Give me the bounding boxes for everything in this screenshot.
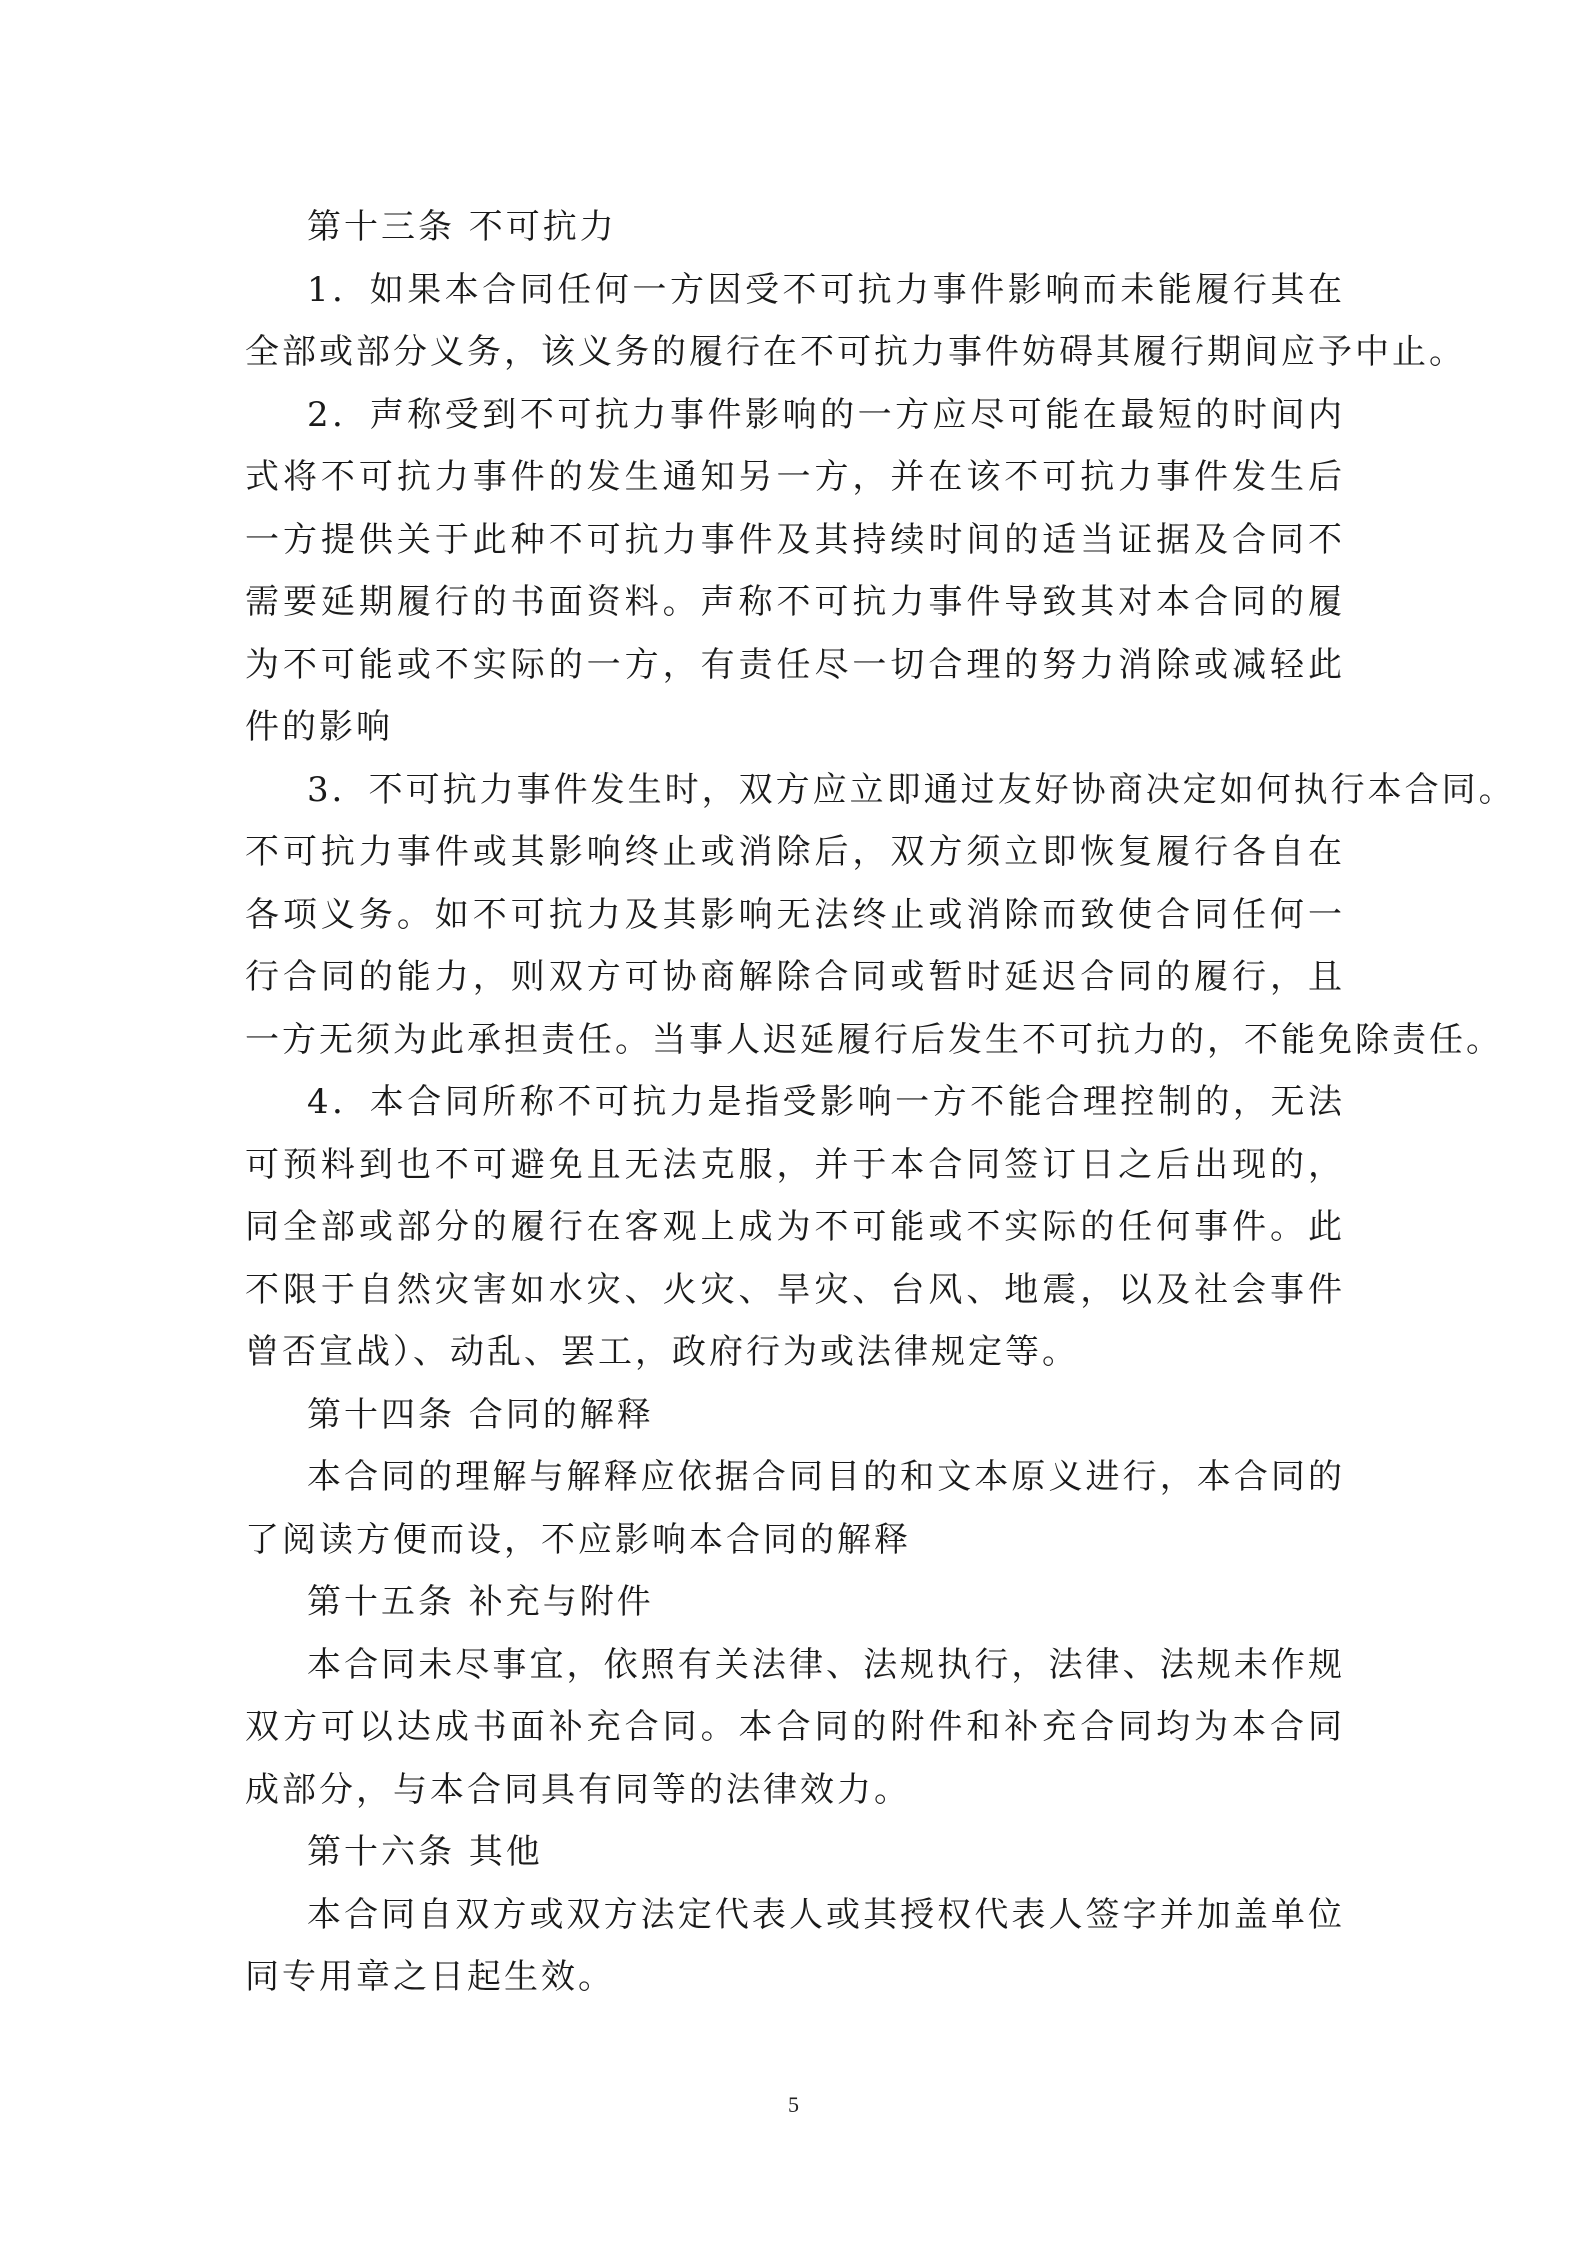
text-line: 本合同自双方或双方法定代表人或其授权代表人签字并加盖单位 [307, 1894, 1345, 1935]
text-line: 同全部或部分的履行在客观上成为不可能或不实际的任何事件。此 [245, 1207, 1345, 1247]
text-line: 1．如果本合同任何一方因受不可抗力事件影响而未能履行其在 [307, 269, 1345, 310]
text-line: 4．本合同所称不可抗力是指受影响一方不能合理控制的，无法 [307, 1082, 1345, 1122]
document-body [245, 196, 1516, 2009]
text-line: 本合同未尽事宜，依照有关法律、法规执行，法律、法规未作规 [307, 1644, 1345, 1685]
text-line: 一方无须为此承担责任。当事人迟延履行后发生不可抗力的，不能免除责任。 [245, 1019, 1503, 1060]
text-line: 2．声称受到不可抗力事件影响的一方应尽可能在最短的时间内 [307, 394, 1345, 435]
text-line: 第十五条 补充与附件 [307, 1582, 654, 1622]
text-line: 本合同的理解与解释应依据合同目的和文本原义进行，本合同的 [307, 1457, 1345, 1497]
text-line: 不限于自然灾害如水灾、火灾、旱灾、台风、地震，以及社会事件 [245, 1269, 1345, 1310]
text-line: 需要延期履行的书面资料。声称不可抗力事件导致其对本合同的履 [245, 582, 1345, 622]
text-line: 为不可能或不实际的一方，有责任尽一切合理的努力消除或减轻此 [245, 644, 1345, 685]
text-line: 行合同的能力，则双方可协商解除合同或暂时延迟合同的履行，且 [245, 957, 1345, 997]
text-line: 曾否宣战）、动乱、罢工，政府行为或法律规定等。 [245, 1332, 1079, 1372]
text-line: 全部或部分义务，该义务的履行在不可抗力事件妨碍其履行期间应予中止。 [245, 332, 1466, 372]
text-line: 第十三条 不可抗力 [307, 207, 617, 247]
text-line: 一方提供关于此种不可抗力事件及其持续时间的适当证据及合同不 [245, 519, 1345, 560]
text-line: 第十六条 其他 [307, 1832, 543, 1872]
text-line: 3．不可抗力事件发生时，双方应立即通过友好协商决定如何执行本合同。 [307, 769, 1516, 810]
text-line: 式将不可抗力事件的发生通知另一方，并在该不可抗力事件发生后 [245, 457, 1345, 497]
page-number: 5 [788, 2092, 799, 2117]
text-line: 第十四条 合同的解释 [307, 1394, 654, 1435]
text-line: 件的影响 [245, 707, 393, 747]
text-line: 成部分，与本合同具有同等的法律效力。 [245, 1769, 911, 1810]
text-line: 不可抗力事件或其影响终止或消除后，双方须立即恢复履行各自在 [245, 832, 1345, 872]
text-line: 同专用章之日起生效。 [245, 1957, 615, 1997]
text-line: 双方可以达成书面补充合同。本合同的附件和补充合同均为本合同 [245, 1707, 1345, 1747]
text-line: 了阅读方便而设，不应影响本合同的解释 [245, 1519, 911, 1560]
text-line: 各项义务。如不可抗力及其影响无法终止或消除而致使合同任何一 [245, 894, 1345, 935]
text-line: 可预料到也不可避免且无法克服，并于本合同签订日之后出现的， [245, 1144, 1345, 1185]
